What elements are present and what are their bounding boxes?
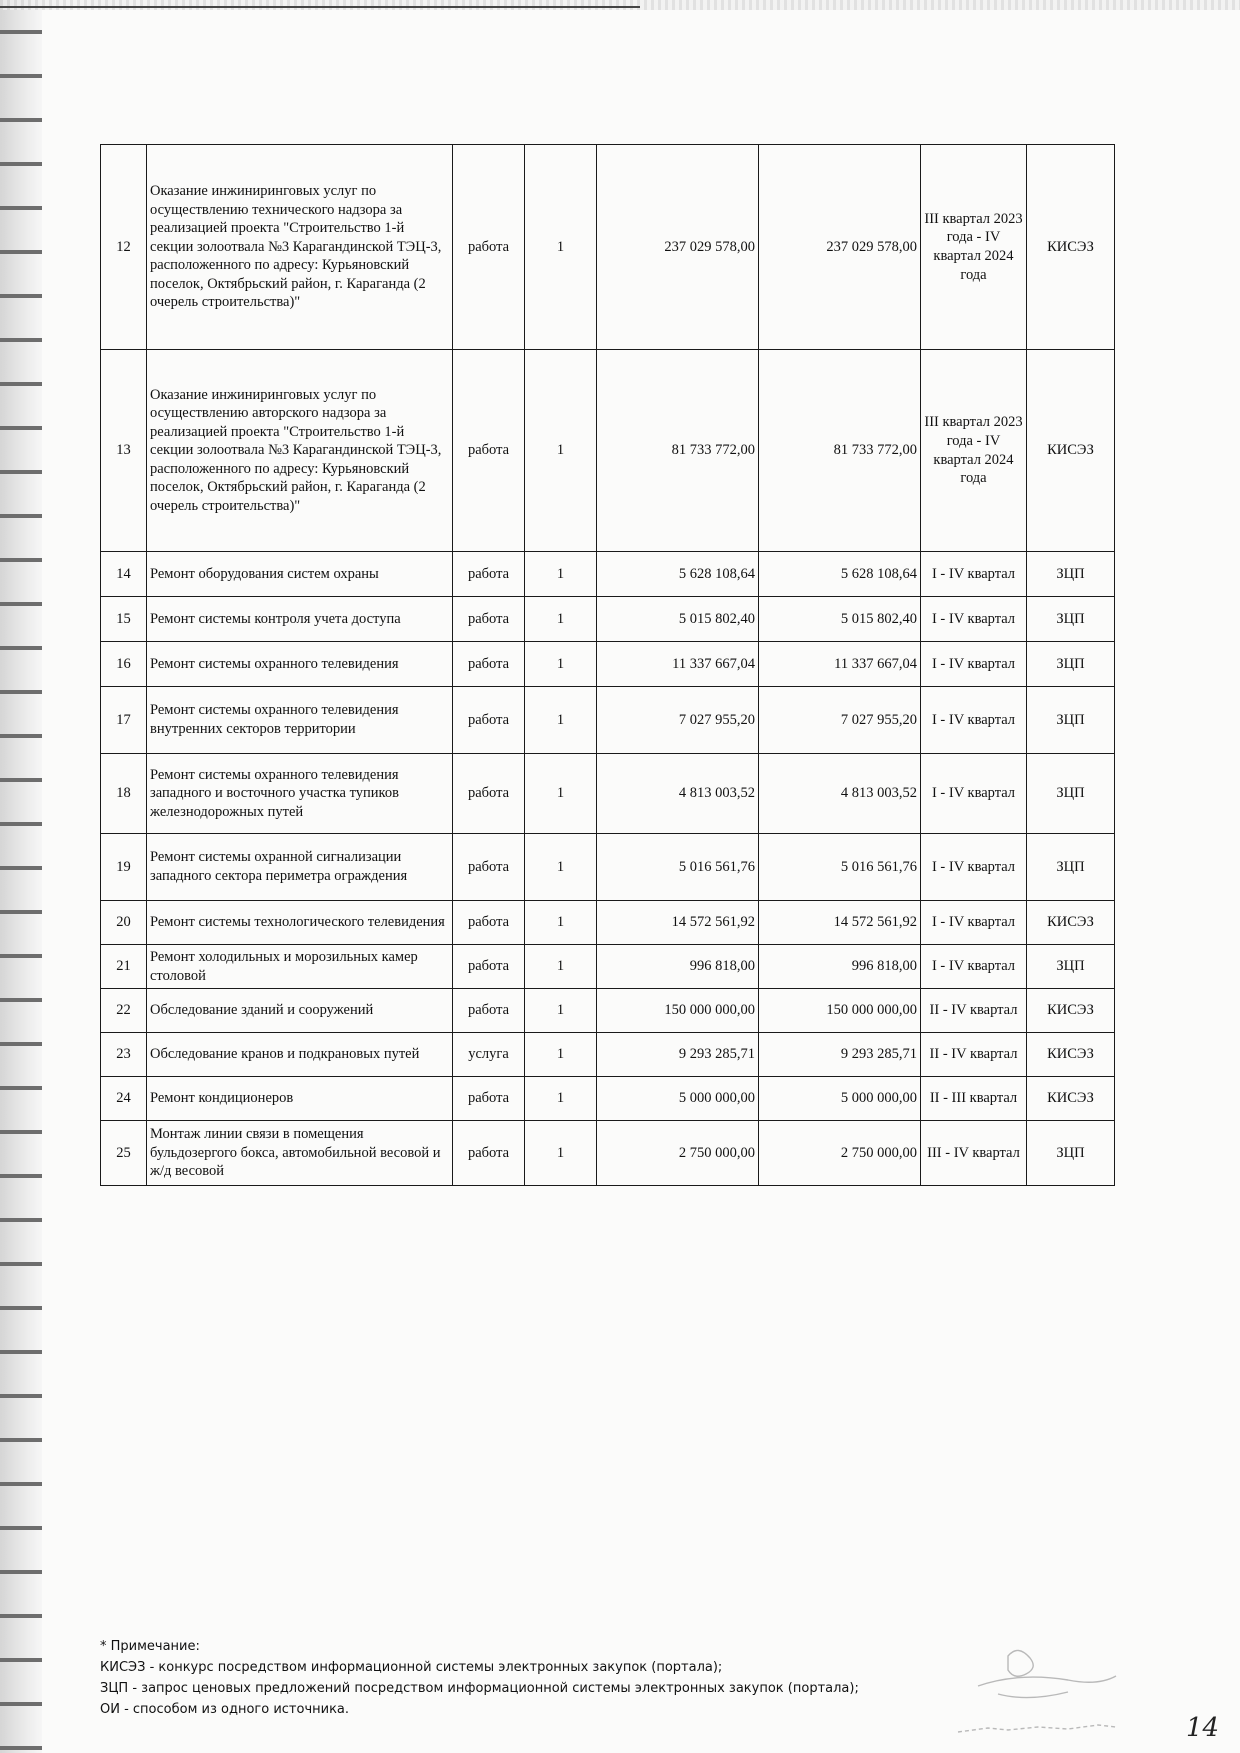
footnote (100, 1636, 859, 1720)
row-number: 12 (101, 145, 147, 350)
row-name: Ремонт системы охранного телевидения (147, 642, 453, 687)
row-quantity: 1 (525, 901, 597, 945)
row-name: Обследование зданий и сооружений (147, 989, 453, 1033)
row-total: 5 015 802,40 (759, 597, 921, 642)
row-total: 996 818,00 (759, 945, 921, 989)
row-name: Монтаж линии связи в помещения бульдозергого бокса, автомобильной весовой и ж/д весовой (147, 1121, 453, 1186)
row-method: ЗЦП (1027, 945, 1115, 989)
row-unit-price: 7 027 955,20 (597, 687, 759, 754)
row-name: Ремонт оборудования систем охраны (147, 552, 453, 597)
row-number: 19 (101, 834, 147, 901)
row-unit: работа (453, 1077, 525, 1121)
row-method: ЗЦП (1027, 754, 1115, 834)
row-period: I - IV квартал (921, 834, 1027, 901)
table-row (101, 1033, 1115, 1077)
footnote-line-kisez: КИСЭЗ - конкурс посредством информационной системы электронных закупок (портала); (100, 1660, 723, 1675)
row-total: 2 750 000,00 (759, 1121, 921, 1186)
row-method: ЗЦП (1027, 597, 1115, 642)
row-quantity: 1 (525, 834, 597, 901)
row-number: 24 (101, 1077, 147, 1121)
table-row (101, 989, 1115, 1033)
row-period: III квартал 2023 года - IV квартал 2024 года (921, 145, 1027, 350)
row-unit-price: 5 015 802,40 (597, 597, 759, 642)
row-unit: работа (453, 642, 525, 687)
row-number: 21 (101, 945, 147, 989)
row-quantity: 1 (525, 552, 597, 597)
row-period: I - IV квартал (921, 754, 1027, 834)
row-period: I - IV квартал (921, 552, 1027, 597)
row-method: КИСЭЗ (1027, 350, 1115, 552)
row-unit: работа (453, 145, 525, 350)
row-number: 23 (101, 1033, 147, 1077)
row-number: 14 (101, 552, 147, 597)
row-method: КИСЭЗ (1027, 145, 1115, 350)
row-period: I - IV квартал (921, 901, 1027, 945)
row-unit-price: 5 000 000,00 (597, 1077, 759, 1121)
row-total: 5 628 108,64 (759, 552, 921, 597)
row-method: ЗЦП (1027, 834, 1115, 901)
row-period: II - IV квартал (921, 1033, 1027, 1077)
row-method: КИСЭЗ (1027, 1077, 1115, 1121)
row-number: 15 (101, 597, 147, 642)
row-total: 9 293 285,71 (759, 1033, 921, 1077)
row-unit: работа (453, 350, 525, 552)
row-unit: работа (453, 597, 525, 642)
procurement-table-body (101, 145, 1115, 1186)
row-quantity: 1 (525, 1077, 597, 1121)
row-quantity: 1 (525, 1121, 597, 1186)
row-unit: работа (453, 1121, 525, 1186)
table-row (101, 642, 1115, 687)
row-unit: услуга (453, 1033, 525, 1077)
row-unit-price: 4 813 003,52 (597, 754, 759, 834)
row-unit-price: 5 628 108,64 (597, 552, 759, 597)
row-unit: работа (453, 901, 525, 945)
row-period: I - IV квартал (921, 597, 1027, 642)
row-quantity: 1 (525, 989, 597, 1033)
row-number: 13 (101, 350, 147, 552)
row-unit-price: 5 016 561,76 (597, 834, 759, 901)
row-number: 22 (101, 989, 147, 1033)
row-period: I - IV квартал (921, 945, 1027, 989)
row-quantity: 1 (525, 145, 597, 350)
scan-top-edge (0, 0, 1240, 10)
row-method: КИСЭЗ (1027, 989, 1115, 1033)
row-unit-price: 150 000 000,00 (597, 989, 759, 1033)
row-unit: работа (453, 552, 525, 597)
row-unit: работа (453, 687, 525, 754)
footnote-line-oi: ОИ - способом из одного источника. (100, 1702, 350, 1717)
table-row (101, 754, 1115, 834)
row-unit-price: 81 733 772,00 (597, 350, 759, 552)
table-row (101, 901, 1115, 945)
row-unit-price: 996 818,00 (597, 945, 759, 989)
row-name: Оказание инжиниринговых услуг по осуществлению технического надзора за реализацией проекта "Строительство 1-й секции золоотвала №3 Карагандинской ТЭЦ-3, расположенного по адресу: Курьяновский поселок, Октябрьский район, г. Караганда (2 очерель строительства)" (147, 145, 453, 350)
row-name: Ремонт системы контроля учета доступа (147, 597, 453, 642)
faded-stamp (938, 1636, 1128, 1746)
row-number: 17 (101, 687, 147, 754)
row-unit: работа (453, 989, 525, 1033)
row-unit-price: 11 337 667,04 (597, 642, 759, 687)
row-quantity: 1 (525, 350, 597, 552)
table-row (101, 350, 1115, 552)
row-quantity: 1 (525, 754, 597, 834)
row-unit-price: 237 029 578,00 (597, 145, 759, 350)
row-number: 18 (101, 754, 147, 834)
row-total: 4 813 003,52 (759, 754, 921, 834)
row-name: Ремонт системы охранного телевидения западного и восточного участка тупиков железнодорожных путей (147, 754, 453, 834)
footnote-title: * Примечание: (100, 1639, 200, 1654)
page-number-mark: 14 (1186, 1713, 1220, 1743)
scan-binding-strip (0, 0, 42, 1753)
row-number: 25 (101, 1121, 147, 1186)
table-row (101, 597, 1115, 642)
row-period: I - IV квартал (921, 687, 1027, 754)
row-quantity: 1 (525, 687, 597, 754)
row-total: 81 733 772,00 (759, 350, 921, 552)
row-method: КИСЭЗ (1027, 901, 1115, 945)
row-name: Ремонт системы охранного телевидения внутренних секторов территории (147, 687, 453, 754)
table-row (101, 1077, 1115, 1121)
row-number: 16 (101, 642, 147, 687)
row-total: 237 029 578,00 (759, 145, 921, 350)
row-period: II - III квартал (921, 1077, 1027, 1121)
row-quantity: 1 (525, 945, 597, 989)
footnote-line-zcp: ЗЦП - запрос ценовых предложений посредством информационной системы электронных закупок (портала); (100, 1681, 859, 1696)
row-unit: работа (453, 945, 525, 989)
table-row (101, 145, 1115, 350)
row-method: ЗЦП (1027, 642, 1115, 687)
row-unit-price: 2 750 000,00 (597, 1121, 759, 1186)
row-name: Ремонт кондиционеров (147, 1077, 453, 1121)
row-unit-price: 9 293 285,71 (597, 1033, 759, 1077)
row-quantity: 1 (525, 597, 597, 642)
table-row (101, 945, 1115, 989)
procurement-table (100, 144, 1115, 1186)
row-period: I - IV квартал (921, 642, 1027, 687)
row-period: II - IV квартал (921, 989, 1027, 1033)
row-name: Оказание инжиниринговых услуг по осуществлению авторского надзора за реализацией проекта "Строительство 1-й секции золоотвала №3 Карагандинской ТЭЦ-3, расположенного по адресу: Курьяновский поселок, Октябрьский район, г. Караганда (2 очерель строительства)" (147, 350, 453, 552)
row-quantity: 1 (525, 642, 597, 687)
table-row (101, 834, 1115, 901)
row-method: КИСЭЗ (1027, 1033, 1115, 1077)
row-total: 14 572 561,92 (759, 901, 921, 945)
row-method: ЗЦП (1027, 1121, 1115, 1186)
scan-top-line (0, 6, 640, 8)
row-total: 5 016 561,76 (759, 834, 921, 901)
row-total: 7 027 955,20 (759, 687, 921, 754)
table-row (101, 1121, 1115, 1186)
table-row (101, 687, 1115, 754)
row-name: Ремонт системы охранной сигнализации западного сектора периметра ограждения (147, 834, 453, 901)
row-method: ЗЦП (1027, 687, 1115, 754)
row-name: Ремонт холодильных и морозильных камер столовой (147, 945, 453, 989)
row-quantity: 1 (525, 1033, 597, 1077)
row-name: Обследование кранов и подкрановых путей (147, 1033, 453, 1077)
row-unit: работа (453, 754, 525, 834)
row-number: 20 (101, 901, 147, 945)
row-name: Ремонт системы технологического телевидения (147, 901, 453, 945)
row-period: III - IV квартал (921, 1121, 1027, 1186)
table-row (101, 552, 1115, 597)
row-unit: работа (453, 834, 525, 901)
row-method: ЗЦП (1027, 552, 1115, 597)
row-total: 11 337 667,04 (759, 642, 921, 687)
row-unit-price: 14 572 561,92 (597, 901, 759, 945)
row-period: III квартал 2023 года - IV квартал 2024 года (921, 350, 1027, 552)
row-total: 5 000 000,00 (759, 1077, 921, 1121)
row-total: 150 000 000,00 (759, 989, 921, 1033)
